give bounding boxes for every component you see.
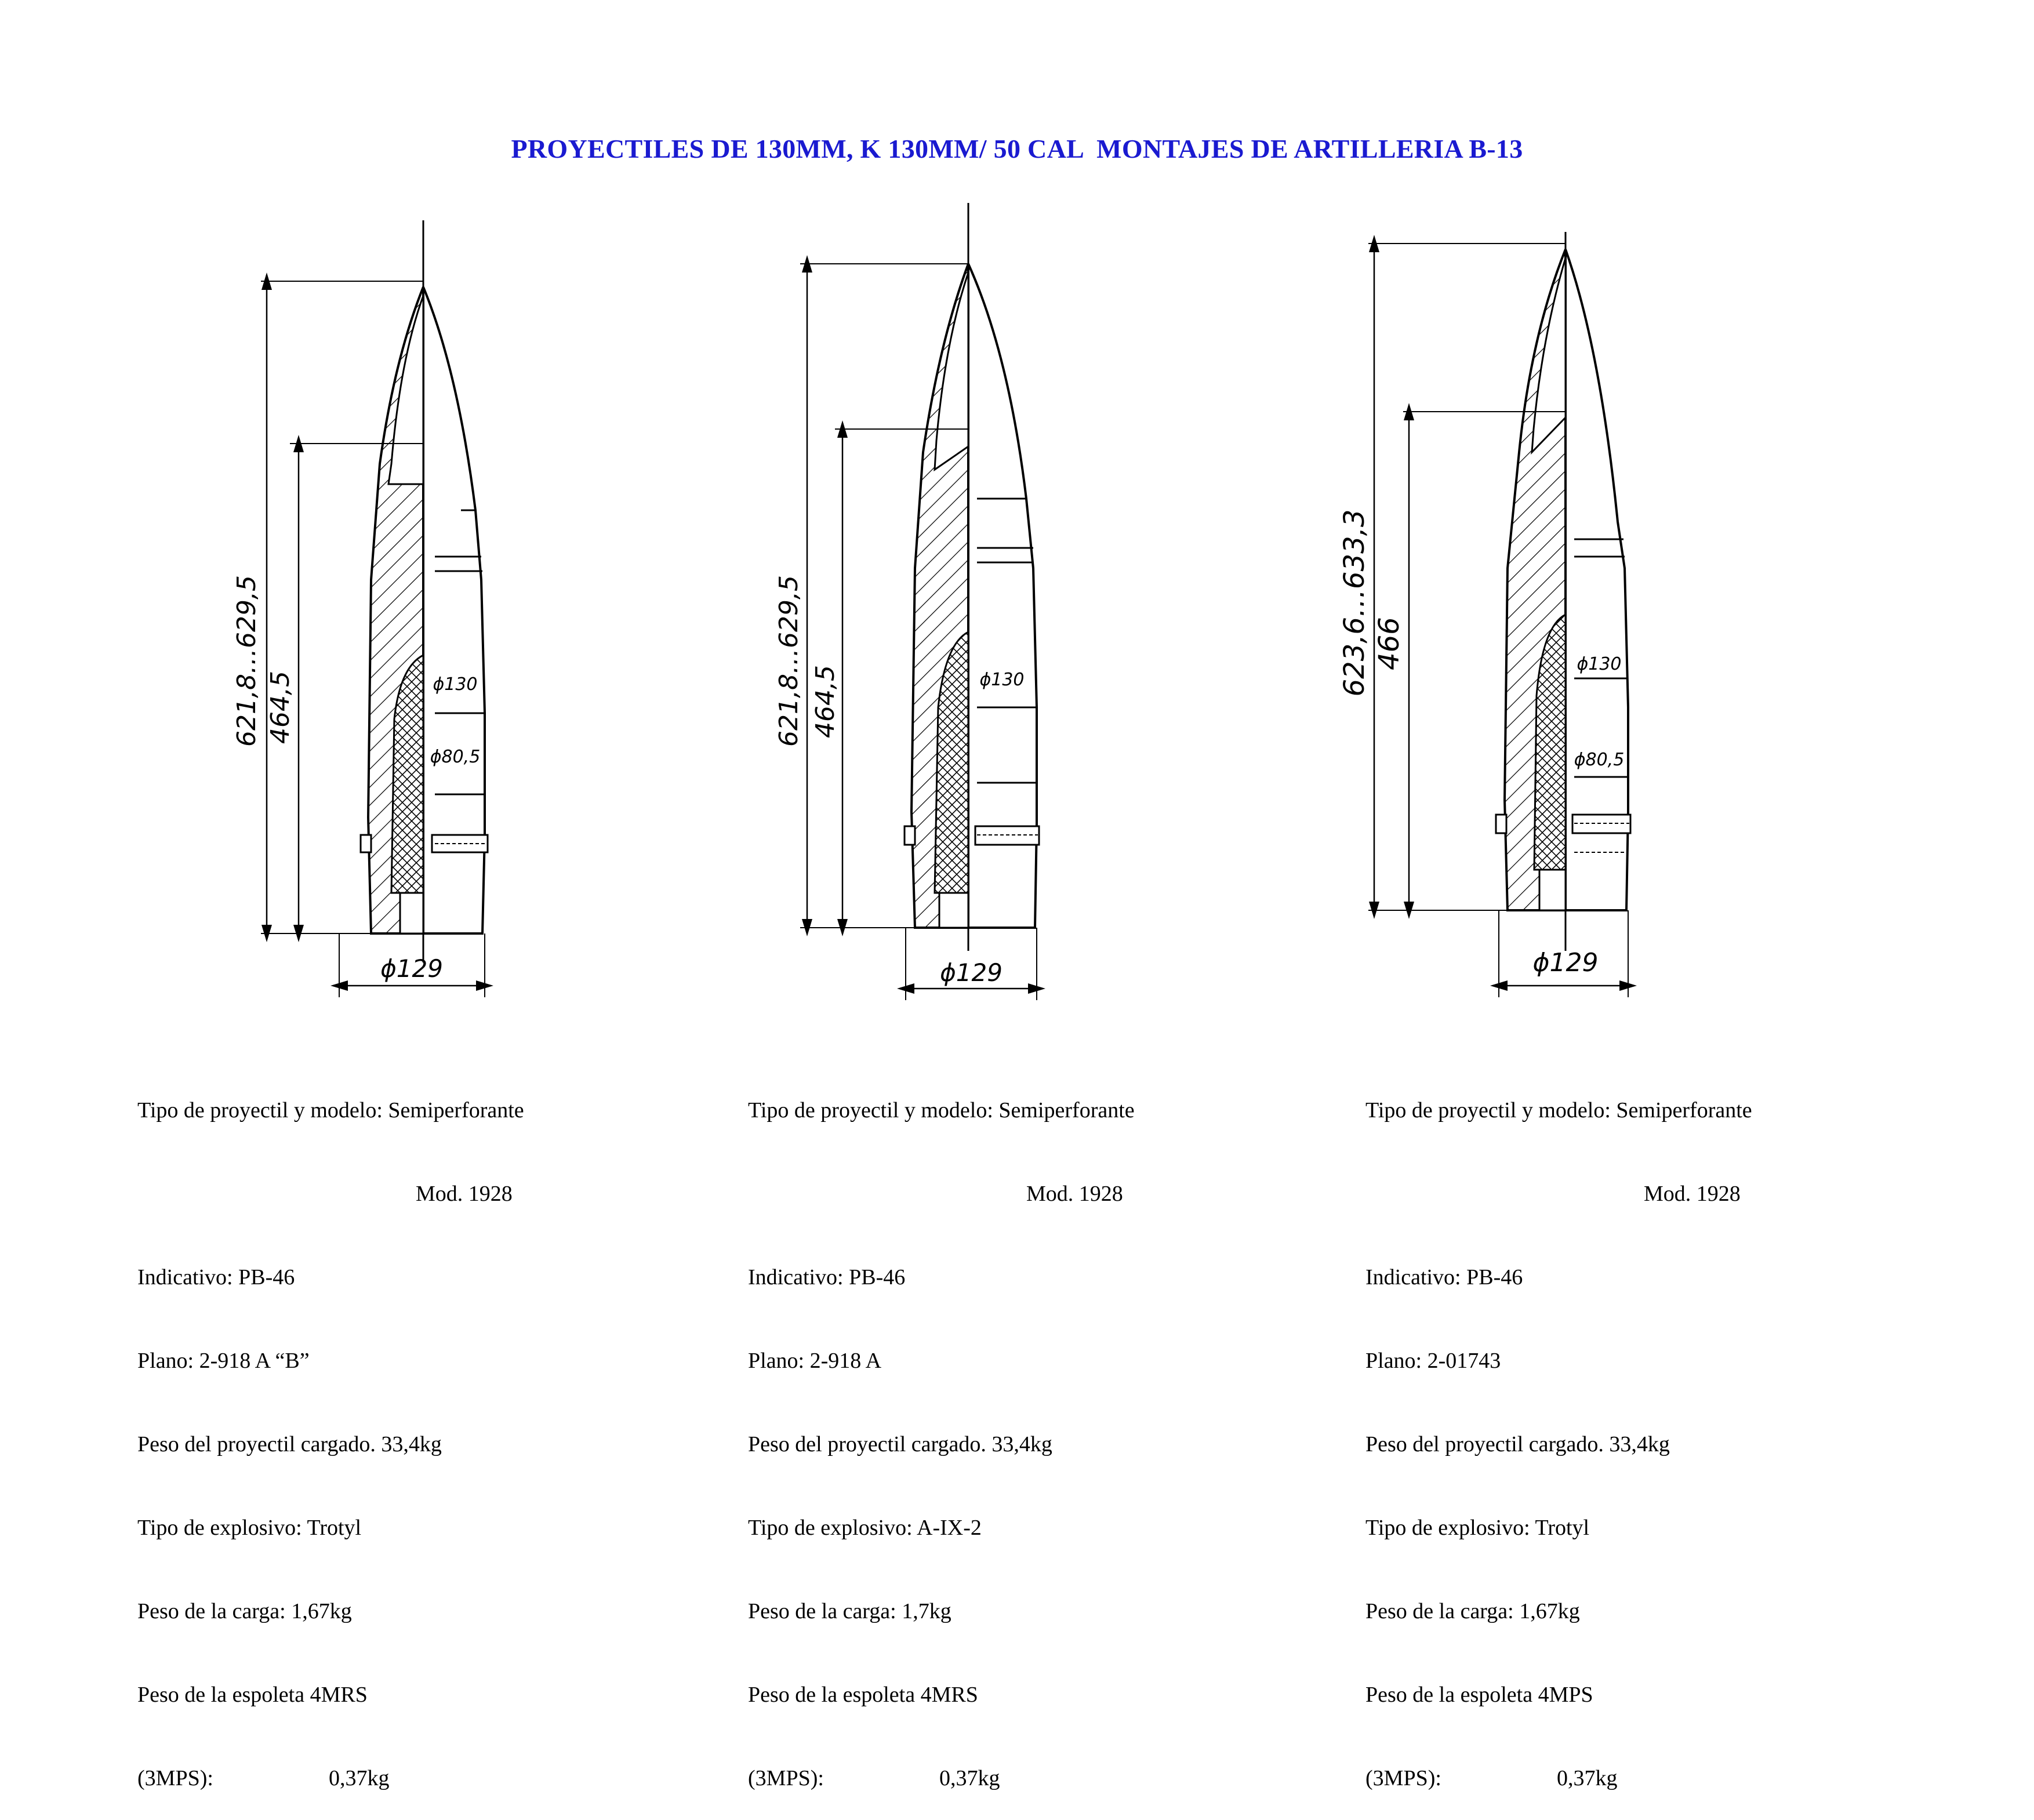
band-diameter-label: ϕ129 xyxy=(1532,948,1599,978)
peso-espoleta: Peso de la espoleta 4MRS xyxy=(137,1683,368,1707)
espoleta-weight: 0,37kg xyxy=(939,1766,1000,1790)
fuze xyxy=(1539,870,1566,910)
peso-proyectil: Peso del proyectil cargado. 33,4kg xyxy=(1365,1432,1670,1456)
projectile-drawing-3 xyxy=(1334,197,1658,1009)
band-diameter-label: ϕ129 xyxy=(940,958,1003,987)
projectile-model: Mod. 1928 xyxy=(1026,1182,1123,1206)
projectile-model: Mod. 1928 xyxy=(416,1182,513,1206)
outer-profile xyxy=(1566,249,1628,910)
espoleta-model: (3MPS): xyxy=(1365,1766,1441,1790)
plano: Plano: 2-01743 xyxy=(1365,1349,1501,1373)
projectile-model: Mod. 1928 xyxy=(1644,1182,1741,1206)
tipo-explosivo: Tipo de explosivo: A-IX-2 xyxy=(748,1516,982,1540)
indicativo: Indicativo: PB-46 xyxy=(137,1265,295,1289)
caption-1 xyxy=(137,1041,524,1820)
caption-3 xyxy=(1365,1041,1752,1820)
espoleta-weight: 0,37kg xyxy=(1557,1766,1618,1790)
body-diameter-label: ϕ130 xyxy=(1577,654,1622,674)
espoleta-weight: 0,37kg xyxy=(329,1766,390,1790)
espoleta-model: (3MPS): xyxy=(137,1766,213,1790)
projectile-drawing-2 xyxy=(771,197,1096,1009)
peso-carga: Peso de la carga: 1,67kg xyxy=(1365,1599,1580,1623)
band-diameter-label: ϕ129 xyxy=(380,954,443,983)
page-title: PROYECTILES DE 130MM, K 130MM/ 50 CAL MONTAJES DE ARTILLERIA B-13 xyxy=(511,134,1523,164)
cavity-diameter-label: ϕ80,5 xyxy=(1574,750,1625,770)
body-length-label: 466 xyxy=(1373,617,1405,670)
body-length-label: 464,5 xyxy=(811,665,840,738)
peso-carga: Peso de la carga: 1,67kg xyxy=(137,1599,352,1623)
espoleta-model: (3MPS): xyxy=(748,1766,824,1790)
projectile-type: Tipo de proyectil y modelo: Semiperforante xyxy=(748,1098,1135,1122)
body-diameter-label: ϕ130 xyxy=(979,670,1025,690)
overall-length-label: 623,6…633,3 xyxy=(1338,509,1371,697)
peso-proyectil: Peso del proyectil cargado. 33,4kg xyxy=(748,1432,1052,1456)
fuze xyxy=(400,893,423,933)
body-length-label: 464,5 xyxy=(266,671,295,744)
plano: Plano: 2-918 A xyxy=(748,1349,882,1373)
overall-length-label: 621,8…629,5 xyxy=(774,575,804,747)
cavity-diameter-label: ϕ80,5 xyxy=(430,747,481,767)
projectile-type: Tipo de proyectil y modelo: Semiperforante xyxy=(1365,1098,1752,1122)
indicativo: Indicativo: PB-46 xyxy=(748,1265,906,1289)
peso-proyectil: Peso del proyectil cargado. 33,4kg xyxy=(137,1432,442,1456)
projectile-drawing-1 xyxy=(226,209,551,1020)
overall-length-label: 621,8…629,5 xyxy=(232,575,261,747)
caption-2 xyxy=(748,1041,1135,1820)
indicativo: Indicativo: PB-46 xyxy=(1365,1265,1523,1289)
tipo-explosivo: Tipo de explosivo: Trotyl xyxy=(1365,1516,1590,1540)
plano: Plano: 2-918 A “B” xyxy=(137,1349,310,1373)
tipo-explosivo: Tipo de explosivo: Trotyl xyxy=(137,1516,362,1540)
peso-espoleta: Peso de la espoleta 4MPS xyxy=(1365,1683,1593,1707)
peso-espoleta: Peso de la espoleta 4MRS xyxy=(748,1683,978,1707)
projectile-type: Tipo de proyectil y modelo: Semiperforante xyxy=(137,1098,524,1122)
peso-carga: Peso de la carga: 1,7kg xyxy=(748,1599,951,1623)
body-diameter-label: ϕ130 xyxy=(433,674,478,695)
fuze xyxy=(939,893,968,928)
